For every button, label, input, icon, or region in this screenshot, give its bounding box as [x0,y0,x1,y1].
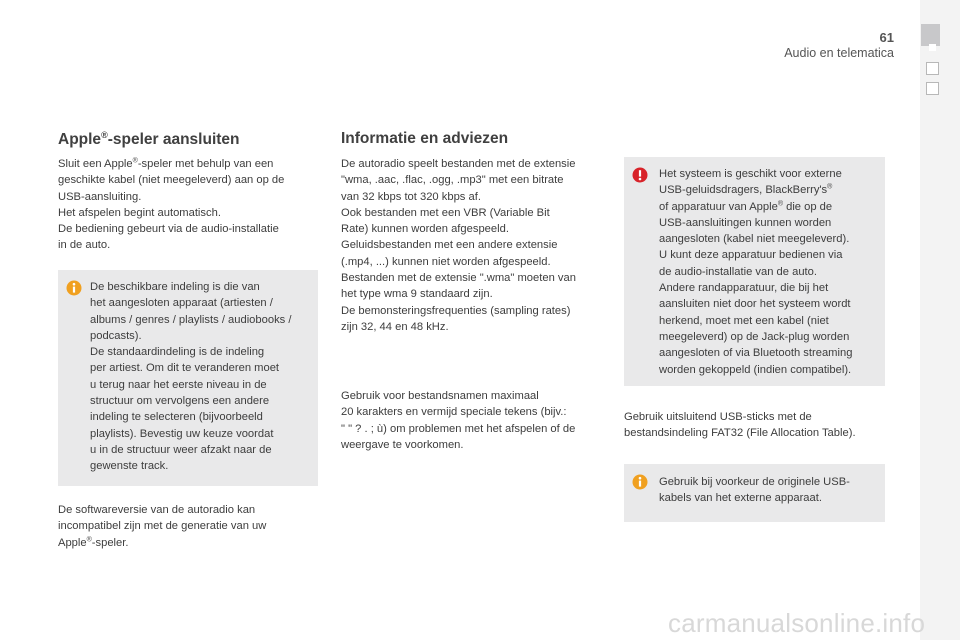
warning-box-usb [624,157,885,386]
paragraph-connect: Sluit een Apple®-speler met behulp van een geschikte kabel (niet meegeleverd) aan op de USB-aansluiting. Het afspelen begint automatisch. [58,157,285,219]
section-title: Audio en telematica [784,46,894,60]
info-text: De beschikbare indeling is die van het aangesloten apparaat (artiesten / albums / genres / playlists / audiobooks / podcasts). De standaardindeling is de indeling per artiest. Om dit te veranderen moet u terug naar het eerste niveau in de structuur om vervolgens een andere indeling te selecteren (bijvoorbeeld playlists). Bevestig uw keuze voordat u in de structuur weer afzakt naar de gewenste track. [90,281,292,473]
info-icon [66,280,82,296]
paragraph-filenames: Gebruik voor bestandsnamen maximaal 20 karakters en vermijd speciale tekens (bijv.: " " ? . ; ù) om problemen met het afspelen of de weergave te voorkomen. [341,390,576,451]
chapter-tab[interactable] [926,62,939,75]
section-heading-info: Informatie en adviezen [341,130,509,147]
side-tab-strip [920,0,960,640]
paragraph-software: De softwareversie van de autoradio kan incompatibel zijn met de generatie van uw Apple®-speler. [58,504,267,549]
page-number: 61 [879,30,894,45]
info-box-indeling [58,270,318,486]
section-heading-apple: Apple®-speler aansluiten [58,130,240,149]
warning-text: Het systeem is geschikt voor externe USB-geluidsdragers, BlackBerry's® of apparatuur van Apple® die op de USB-aansluitingen kunnen worden aangesloten (kabel niet meegeleverd). U kunt deze apparatuur bedienen via de audio-installatie van de auto. Andere randapparatuur, die bij het aansluiten niet door het systeem wordt herkend, moet met een kabel (niet meegeleverd) op de Jack-plug worden aangesloten of via Bluetooth streaming worden gekoppeld (indien compatibel). [659,168,853,376]
paragraph-fat32: Gebruik uitsluitend USB-sticks met de bestandsindeling FAT32 (File Allocation Table). [624,411,856,440]
chapter-tab-active[interactable] [921,24,940,46]
paragraph-controls: De bediening gebeurt via de audio-installatie in de auto. [58,223,279,252]
chapter-tab[interactable] [926,82,939,95]
info-icon [632,474,648,490]
warning-icon [632,167,648,183]
info-box-cables [624,464,885,522]
paragraph-formats: De autoradio speelt bestanden met de extensie "wma, .aac, .flac, .ogg, .mp3" met een bitrate van 32 kbps tot 320 kbps af. Ook bestanden met een VBR (Variable Bit Rate) kunnen worden afgespeeld. Geluidsbestanden met een andere extensie (.mp4, ...) kunnen niet worden afgespeeld. Bestanden met de extensie ".wma" moeten van het type wma 9 standaard zijn. De bemonsteringsfrequenties (sampling rates) zijn 32, 44 en 48 kHz. [341,158,576,333]
info-text: Gebruik bij voorkeur de originele USB- kabels van het externe apparaat. [659,476,850,505]
watermark-logo: carmanualsonline.info [668,608,926,638]
tab-marker [929,44,936,51]
